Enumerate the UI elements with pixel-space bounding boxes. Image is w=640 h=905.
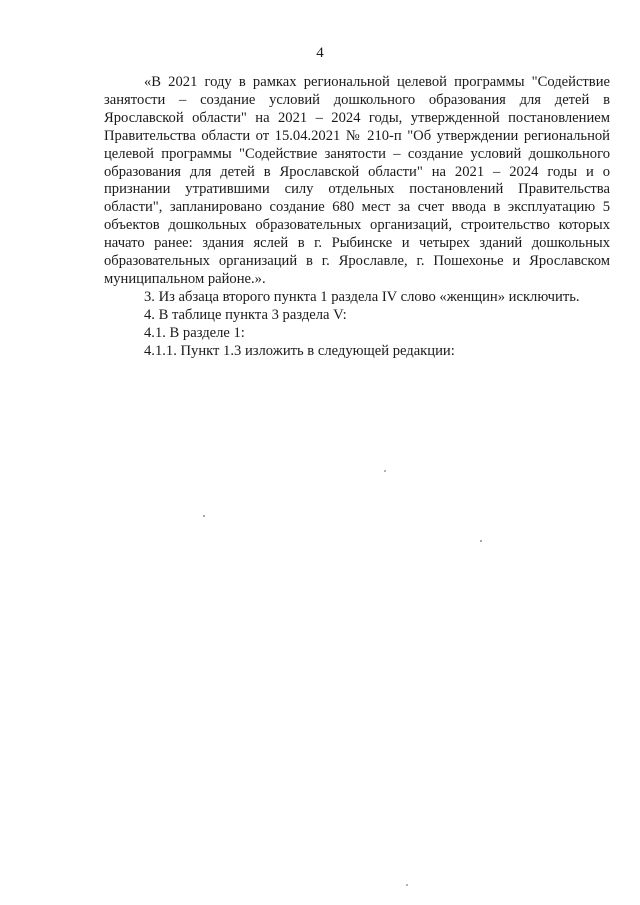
scan-speck [406,884,408,886]
scan-speck [480,540,482,542]
paragraph-item-4: 4. В таблице пункта 3 раздела V: [144,306,347,323]
page-body [104,74,610,361]
scan-speck [384,470,386,472]
paragraph-item-4-1: 4.1. В разделе 1: [144,324,245,341]
page-number: 4 [316,45,324,61]
paragraph-item-3: 3. Из абзаца второго пункта 1 раздела IV слово «женщин» исключить. [144,288,580,305]
paragraph-item-4-1-1: 4.1.1. Пункт 1.3 изложить в следующей редакции: [144,342,455,359]
paragraph-program-quote: «В 2021 году в рамках региональной целевой программы "Содействие занятости – создание условий дошкольного образования для детей в Ярославской области" на 2021 – 2024 годы, утвержденной постановлением Правительства области от 15.04.2021 № 210-п "Об утверждении региональной целевой программы "Содействие занятости – создание условий дошкольного образования для детей в Ярославской области" на 2021 – 2024 годы и о признании утратившими силу отдельных постановлений Правительства области", запланировано создание 680 мест за счет ввода в эксплуатацию 5 объектов дошкольных образовательных организаций, строительство которых начато ранее: здания яслей в г. Рыбинске и четырех зданий дошкольных образовательных организаций в г. Ярославле, г. Пошехонье и Ярославском муниципальном районе.». [104,74,610,287]
scan-speck [203,515,205,517]
